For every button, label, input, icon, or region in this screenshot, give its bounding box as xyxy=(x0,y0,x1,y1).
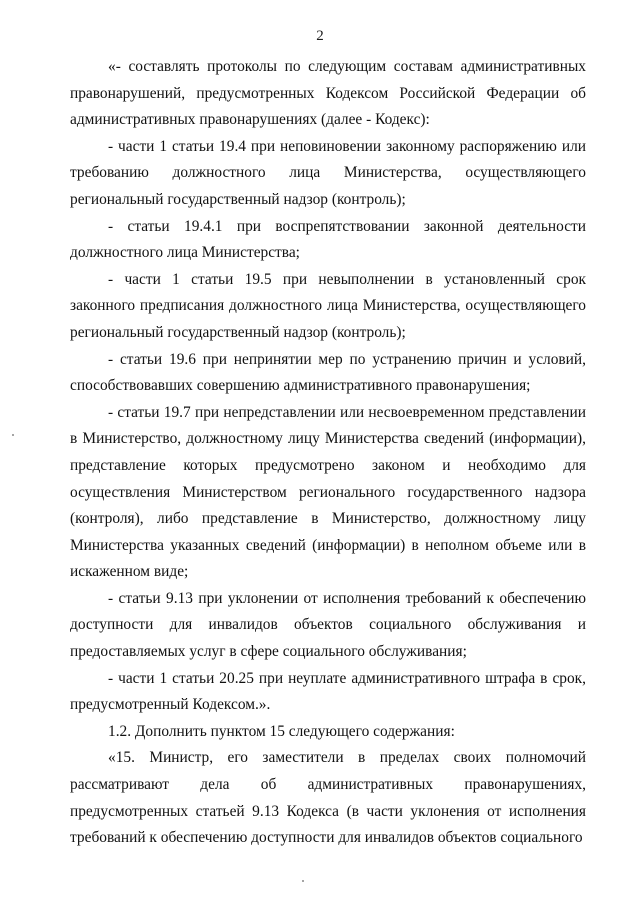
paragraph-item-19-4-1: - статьи 19.4.1 при воспрепятствовании законной деятельности должностного лица Министерства; xyxy=(70,217,586,262)
paragraph-item-19-5: - части 1 статьи 19.5 при невыполнении в установленный срок законного предписания должностного лица Министерства, осуществляющего региональный государственный надзор (контроль); xyxy=(70,270,586,341)
paragraph-point-15: «15. Министр, его заместители в пределах своих полномочий рассматривают дела об административных правонарушениях, предусмотренных статьей 9.13 Кодекса (в части уклонения от исполнения требований к обеспечению доступности для инвалидов объектов социального xyxy=(70,749,586,847)
paragraph-item-19-7: - статьи 19.7 при непредставлении или несвоевременном представлении в Министерство, должностному лицу Министерства сведений (информации), представление которых предусмотрено законом и необходимо для осуществления Министерством регионального государственного надзора (контроля), либо представление в Министерство, должностному лицу Министерства указанных сведений (информации) в неполном объеме или в искаженном виде; xyxy=(70,403,586,581)
scan-speck xyxy=(12,434,14,436)
scan-speck xyxy=(302,880,304,882)
page-number: 2 xyxy=(316,28,324,44)
paragraph-intro: «- составлять протоколы по следующим составам административных правонарушений, предусмотренных Кодексом Российской Федерации об административных правонарушениях (далее - Кодекс): xyxy=(70,58,586,129)
paragraph-item-19-6: - статьи 19.6 при непринятии мер по устранению причин и условий, способствовавших совершению административного правонарушения; xyxy=(70,350,586,395)
paragraph-item-9-13: - статьи 9.13 при уклонении от исполнения требований к обеспечению доступности для инвалидов объектов социального обслуживания и предоставляемых услуг в сфере социального обслуживания; xyxy=(70,589,586,661)
paragraph-item-20-25: - части 1 статьи 20.25 при неуплате административного штрафа в срок, предусмотренный Кодексом.». xyxy=(70,669,586,714)
document-body xyxy=(70,54,586,852)
paragraph-section-1-2: 1.2. Дополнить пунктом 15 следующего содержания: xyxy=(108,722,455,740)
paragraph-item-19-4: - части 1 статьи 19.4 при неповиновении законному распоряжению или требованию должностного лица Министерства, осуществляющего региональный государственный надзор (контроль); xyxy=(70,137,586,208)
